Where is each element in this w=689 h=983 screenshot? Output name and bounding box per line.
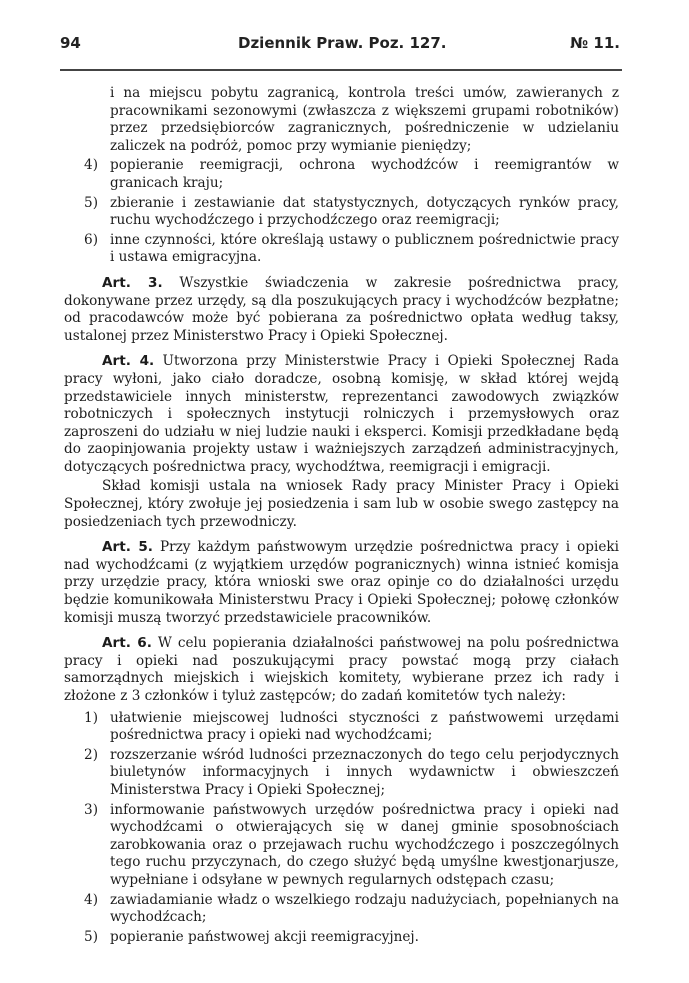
list-item [64, 195, 619, 230]
continuation-text: i na miejscu pobytu zagranicą, kontrola treści umów, zawieranych z pracownikami sezonowymi (zwłaszcza z większemi grupami robotników) przez przedsiębiorców zagranicznych, pośredniczenie w udzielaniu zaliczek na podróż, pomoc przy wymianie pieniędzy; [110, 85, 619, 154]
issue-number: № 11. [570, 34, 620, 52]
item-number: 4) [84, 891, 98, 908]
article-4-paragraph-2: Skład komisji ustala na wniosek Rady pracy Minister Pracy i Opieki Społecznej, który zwołuje jej posiedzenia i sam lub w osobie swego zastępcy na posiedzeniach tych przewodniczy. [64, 478, 619, 530]
list-item [64, 802, 619, 890]
article-6-list [64, 710, 619, 947]
item-number: 5) [84, 928, 98, 945]
article-text: W celu popierania działalności państwowej na polu pośrednictwa pracy i opieki nad poszukującymi pracy powstać mogą przy ciałach samorządnych miejskich i wiejskich komitety, wybierane przez ich rady i złożone z 3 członków i tyluż zastępców; do zadań komitetów tych należy: [64, 635, 619, 704]
list-item [64, 747, 619, 800]
article-text: Przy każdym państwowym urzędzie pośrednictwa pracy i opieki nad wychodźcami (z wyjątkiem urzędów pogranicznych) winna istnieć komisja przy urzędzie pracy, która wnioski swe oraz opinje co do działalności urzędu będzie komunikowała Ministerstwu Pracy i Opieki Społecznej; połowę członków komisji muszą tworzyć przedstawiciele pracowników. [64, 539, 619, 626]
item-text: rozszerzanie wśród ludności przeznaczonych do tego celu perjodycznych biuletynów informacyjnych i innych wydawnictw i obwieszczeń Ministerstwa Pracy i Opieki Społecznej; [110, 746, 619, 798]
item-text: ułatwienie miejscowej ludności styczności z państwowemi urzędami pośrednictwa pracy i opieki nad wychodźcami; [110, 709, 619, 744]
item-number: 5) [84, 194, 98, 211]
article-label: Art. 6. [102, 635, 152, 652]
page-number: 94 [60, 34, 81, 52]
article-label: Art. 5. [102, 539, 153, 556]
item-text: zawiadamianie władz o wszelkiego rodzaju nadużyciach, popełnianych na wychodźcach; [110, 891, 619, 926]
article-text: Wszystkie świadczenia w zakresie pośrednictwa pracy, dokonywane przez urzędy, są dla poszukujących pracy i wychodźców bezpłatne; od pracodawców może być pobierana za pośrednictwo opłata według taksy, ustalonej przez Ministerstwo Pracy i Opieki Społecznej. [64, 274, 619, 344]
item-number: 4) [84, 157, 98, 174]
article-label: Art. 4. [102, 353, 155, 370]
document-body [64, 85, 619, 948]
article-label: Art. 3. [102, 274, 163, 291]
page-header [60, 34, 620, 56]
list-item [64, 232, 619, 267]
list-item [64, 157, 619, 192]
header-rule [60, 69, 622, 71]
item-number: 3) [84, 801, 98, 818]
list-item [64, 710, 619, 745]
item-text: informowanie państwowych urzędów pośrednictwa pracy i opieki nad wychodźcami o otwierających się w danej gminie sposobnościach zarobkowania oraz o przejawach ruchu wychodźczego i poszczególnych tego ruchu przyczynach, do czego służyć będą umyślne kwestjonarjusze, wypełniane i odsyłane w pewnych regularnych odstępach czasu; [110, 801, 619, 888]
item-text: zbieranie i zestawianie dat statystycznych, dotyczących rynków pracy, ruchu wychodźczego i przychodźczego oraz reemigracji; [110, 194, 619, 229]
article-5 [64, 539, 619, 627]
article-4 [64, 353, 619, 476]
article-6 [64, 635, 619, 705]
journal-title: Dziennik Praw. Poz. 127. [238, 34, 447, 52]
item-text: popieranie reemigracji, ochrona wychodźców i reemigrantów w granicach kraju; [110, 157, 619, 191]
article-3 [64, 275, 619, 345]
item-number: 1) [84, 709, 98, 726]
article-text: Utworzona przy Ministerstwie Pracy i Opieki Społecznej Rada pracy wyłoni, jako ciało doradcze, osobną komisję, w skład której wejdą przedstawiciele innych ministerstw, reprezentanci zawodowych związków robotniczych i społecznych instytucji rolniczych i przemysłowych oraz zaproszeni do udziału w niej ludzie nauki i eksperci. Komisji przedkładane będą do zaopinjowania projekty ustaw i ważniejszych zarządzeń administracyjnych, dotyczących pośrednictwa pracy, wychodźtwa, reemigracji i emigracji. [64, 353, 619, 475]
item-number: 6) [84, 231, 98, 248]
item-text: popieranie państwowej akcji reemigracyjnej. [110, 928, 419, 945]
item-text: inne czynności, które określają ustawy o publicznem pośrednictwie pracy i ustawa emigracyjna. [110, 231, 619, 266]
item-number: 2) [84, 746, 98, 763]
list-item [64, 892, 619, 927]
list-item [64, 929, 619, 947]
